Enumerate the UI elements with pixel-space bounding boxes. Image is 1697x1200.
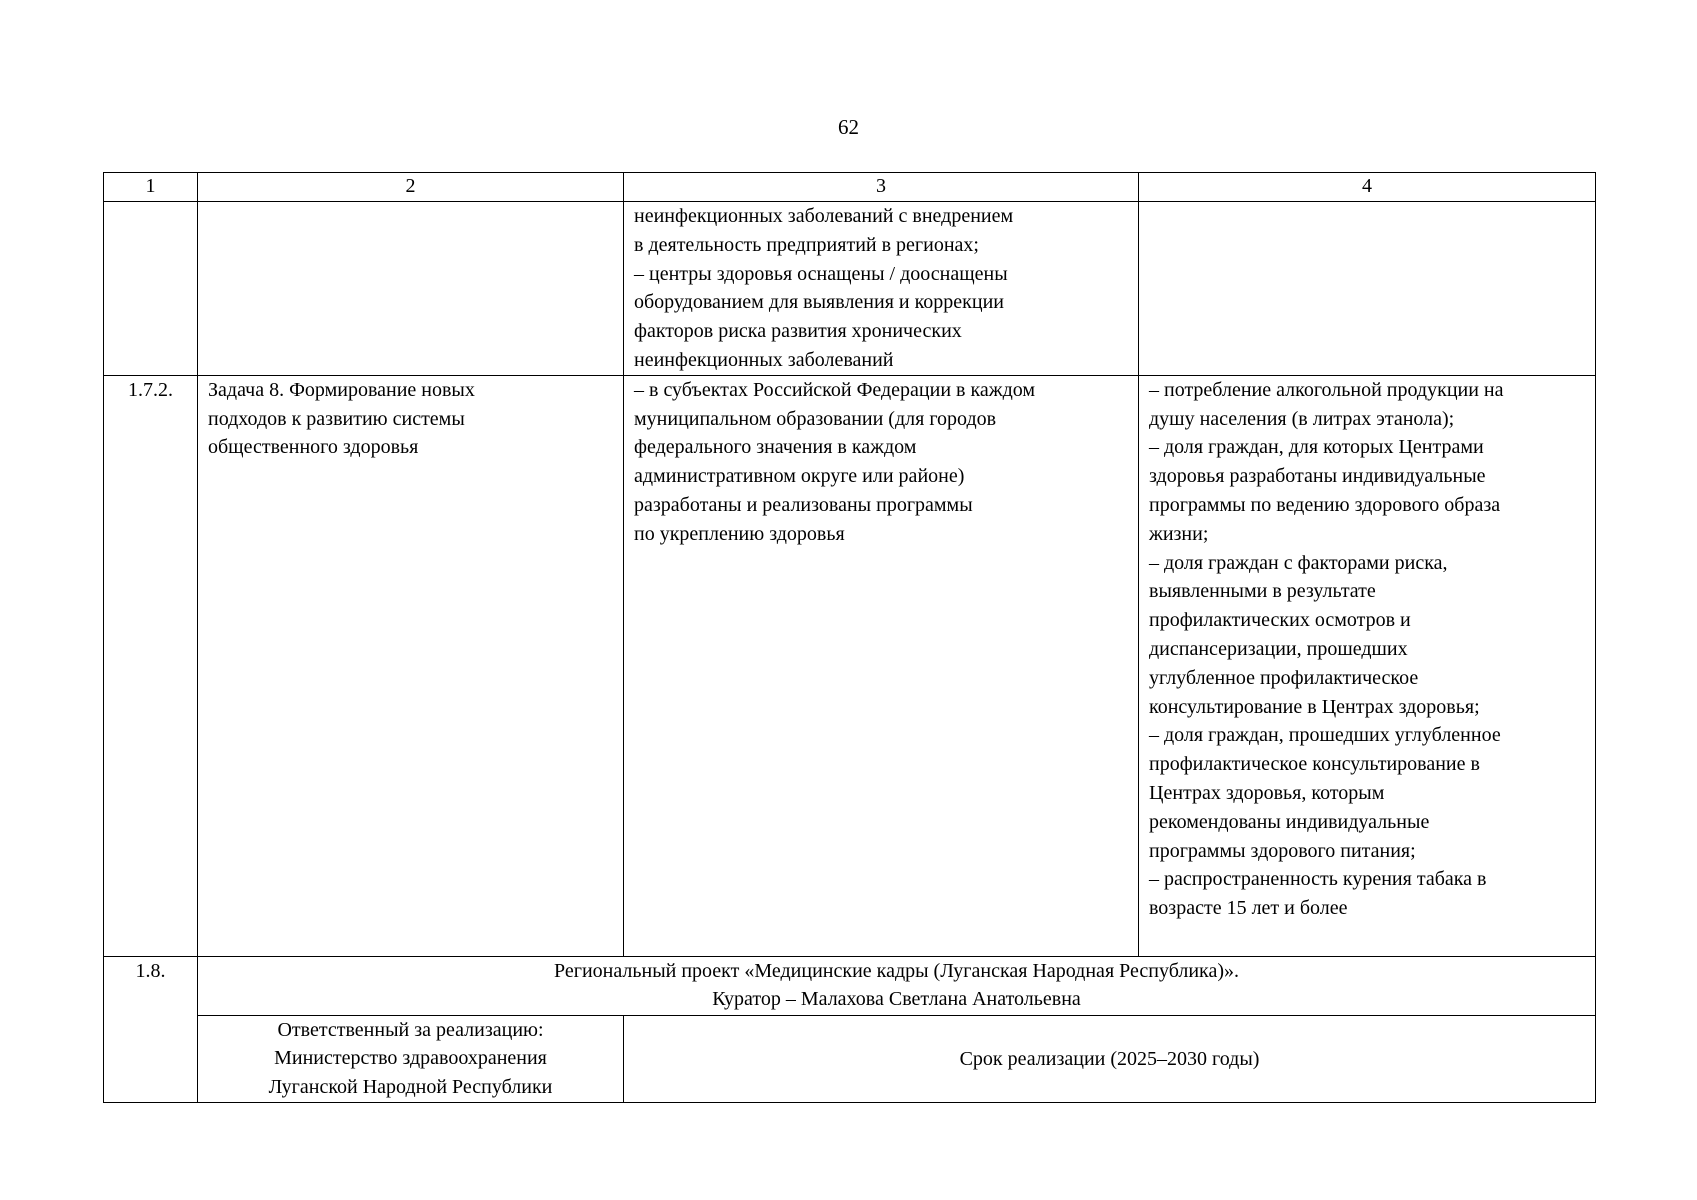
cell-task (198, 375, 624, 956)
text-line: по укреплению здоровья (634, 522, 845, 545)
text-line: в деятельность предприятий в регионах; (634, 233, 979, 256)
text-line: неинфекционных заболеваний с внедрением (634, 205, 1014, 227)
text-line: – центры здоровья оснащены / дооснащены (634, 262, 1008, 285)
text-line: углубленное профилактическое (1149, 666, 1419, 689)
cell-results-continuation (624, 202, 1139, 376)
table-row-continuation (104, 202, 1596, 376)
text-line: Министерство здравоохранения (274, 1047, 547, 1070)
text-line: Центрах здоровья, которым (1149, 781, 1385, 804)
text-line: – распространенность курения табака в (1149, 868, 1487, 891)
header-col-4: 4 (1139, 173, 1596, 202)
cell-term: Срок реализации (2025–2030 годы) (624, 1015, 1596, 1102)
text-line: диспансеризации, прошедших (1149, 637, 1408, 660)
text-line: общественного здоровья (208, 436, 419, 459)
cell-task-empty (198, 202, 624, 376)
text-line: выявленными в результате (1149, 580, 1376, 603)
cell-number: 1.7.2. (104, 375, 198, 956)
table-row-project (104, 956, 1596, 1015)
table-header-row (104, 173, 1596, 202)
cell-indicators-empty (1139, 202, 1596, 376)
cell-results (624, 375, 1139, 956)
text-line: консультирование в Центрах здоровья; (1149, 695, 1480, 718)
text-line: профилактическое консультирование в (1149, 753, 1480, 776)
text-line: – потребление алкогольной продукции на (1149, 378, 1504, 401)
text-line: программы по ведению здорового образа (1149, 493, 1501, 516)
header-col-2: 2 (198, 173, 624, 202)
project-title: Региональный проект «Медицинские кадры (Луганская Народная Республика)». (554, 959, 1239, 982)
text-line: – доля граждан, прошедших углубленное (1149, 724, 1501, 747)
cell-number-empty (104, 202, 198, 376)
text-line: оборудованием для выявления и коррекции (634, 291, 1005, 314)
text-line: душу населения (в литрах этанола); (1149, 407, 1455, 430)
text-line: возрасте 15 лет и более (1149, 897, 1348, 920)
text-line: подходов к развитию системы (208, 407, 465, 430)
cell-project-title (198, 956, 1596, 1015)
text-line: – доля граждан, для которых Центрами (1149, 436, 1484, 459)
text-line: здоровья разработаны индивидуальные (1149, 465, 1486, 488)
text-line: муниципальном образовании (для городов (634, 407, 997, 430)
project-curator: Куратор – Малахова Светлана Анатольевна (712, 988, 1081, 1011)
text-line: – доля граждан с факторами риска, (1149, 551, 1448, 574)
page-number: 62 (838, 115, 859, 139)
text-line: Задача 8. Формирование новых (208, 378, 475, 401)
text-line: административном округе или районе) (634, 465, 965, 488)
header-col-1: 1 (104, 173, 198, 202)
text-line: Луганской Народной Республики (268, 1075, 553, 1098)
text-line: неинфекционных заболеваний (634, 348, 894, 371)
measures-table (103, 172, 1596, 1103)
text-line: – в субъектах Российской Федерации в каждом (634, 378, 1036, 401)
cell-project-number: 1.8. (104, 956, 198, 1102)
text-line: федерального значения в каждом (634, 436, 917, 459)
header-col-3: 3 (624, 173, 1139, 202)
text-line: профилактических осмотров и (1149, 609, 1411, 632)
text-line: Ответственный за реализацию: (277, 1018, 544, 1041)
text-line: разработаны и реализованы программы (634, 493, 973, 516)
text-line: факторов риска развития хронических (634, 320, 962, 343)
text-line: жизни; (1149, 522, 1209, 545)
table-row-task-8 (104, 375, 1596, 956)
table-row-responsible (104, 1015, 1596, 1102)
text-line: рекомендованы индивидуальные (1149, 810, 1430, 833)
cell-indicators (1139, 375, 1596, 956)
cell-responsible (198, 1015, 624, 1102)
text-line: программы здорового питания; (1149, 839, 1416, 862)
